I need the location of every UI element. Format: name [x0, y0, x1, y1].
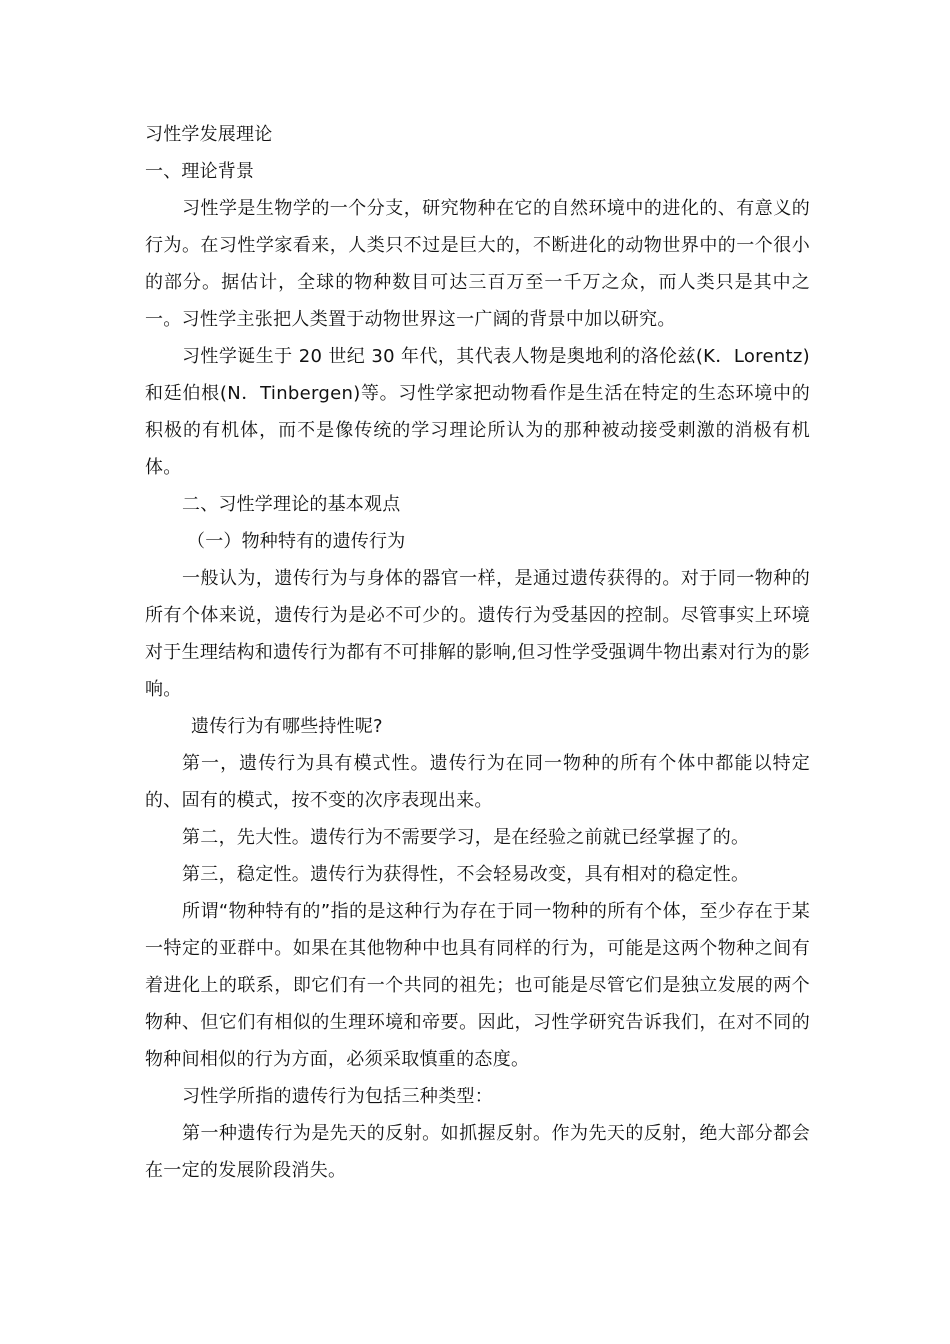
section-heading-basic-views: 二、习性学理论的基本观点 [182, 494, 401, 515]
document-body [145, 116, 810, 1189]
paragraph-ethology-definition: 习性学是生物学的一个分支，研究物种在它的自然环境中的进化的、有意义的行为。在习性学家看来，人类只不过是巨大的，不断进化的动物世界中的一个很小的部分。据估计，全球的物种数目可达三百万至一千万之众，而人类只是其中之一。习性学主张把人类置于动物世界这一广阔的背景中加以研究。 [145, 198, 810, 330]
paragraph-point-three: 第三，稳定性。遗传行为获得性，不会轻易改变，具有相对的稳定性。 [182, 864, 750, 885]
paragraph-point-one: 第一，遗传行为具有模式性。遗传行为在同一物种的所有个体中都能以特定的、固有的模式，按不变的次序表现出来。 [145, 753, 810, 811]
paragraph-species-specific: 所谓“物种特有的”指的是这种行为存在于同一物种的所有个体，至少存在于某一特定的亚群中。如果在其他物种中也具有同样的行为，可能是这两个物种之间有着进化上的联系，即它们有一个共同的祖先；也可能是尽管它们是独立发展的两个物种、但它们有相似的生理环境和帝要。因此，习性学研究告诉我们，在对不同的物种间相似的行为方面，必须采取慎重的态度。 [145, 901, 810, 1070]
paragraph-ethology-origin: 习性学诞生于 20 世纪 30 年代，其代表人物是奥地利的洛伦兹(K．Lorentz)和廷伯根(N．Tinbergen)等。习性学家把动物看作是生活在特定的生态环境中的积极的有机体，而不是像传统的学习理论所认为的那种被动接受刺激的消极有机体。 [145, 346, 810, 478]
question-characteristics: 遗传行为有哪些持性呢? [191, 716, 383, 737]
document-title: 习性学发展理论 [145, 124, 273, 145]
subsection-heading-inherited-behavior: （一）物种特有的遗传行为 [187, 531, 406, 552]
paragraph-innate-reflex: 第一种遗传行为是先天的反射。如抓握反射。作为先天的反射，绝大部分都会在一定的发展阶段消失。 [145, 1123, 810, 1181]
paragraph-point-two: 第二，先大性。遗传行为不需要学习，是在经验之前就已经掌握了的。 [182, 827, 750, 848]
section-heading-background: 一、理论背景 [145, 161, 255, 182]
paragraph-inherited-behavior: 一般认为，遗传行为与身体的器官一样，是通过遗传获得的。对于同一物种的所有个体来说，遗传行为是必不可少的。遗传行为受基因的控制。尽管事实上环境对于生理结构和遗传行为都有不可排解的影响,但习性学受强调牛物出素对行为的影响。 [145, 568, 810, 700]
paragraph-three-types: 习性学所指的遗传行为包括三种类型： [182, 1086, 494, 1107]
